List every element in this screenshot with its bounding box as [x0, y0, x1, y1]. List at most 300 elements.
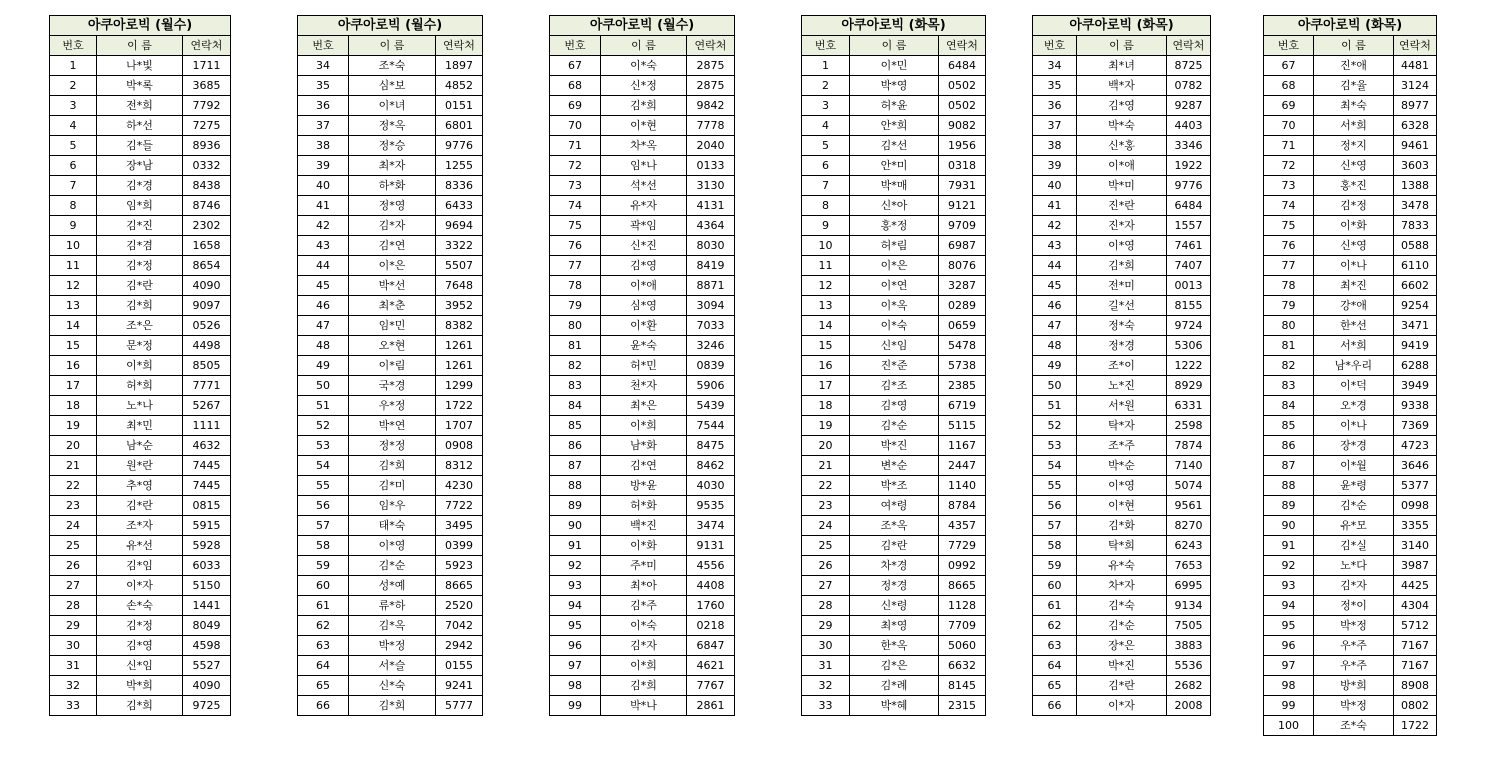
cell-number: 8: [802, 196, 850, 216]
cell-contact: 2875: [687, 76, 735, 96]
cell-number: 17: [50, 376, 97, 396]
table-row: [50, 516, 231, 536]
cell-number: 18: [50, 396, 97, 416]
cell-contact: 3124: [1394, 76, 1437, 96]
cell-name: 허*희: [97, 376, 183, 396]
table-row: [802, 436, 986, 456]
table-row: [50, 636, 231, 656]
cell-contact: 4621: [687, 656, 735, 676]
table-row: [1264, 556, 1437, 576]
cell-name: 신*임: [850, 336, 939, 356]
cell-number: 58: [1033, 536, 1077, 556]
table-row: [550, 336, 735, 356]
cell-name: 백*자: [1077, 76, 1167, 96]
cell-name: 안*미: [850, 156, 939, 176]
table-row: [298, 176, 483, 196]
cell-contact: 8908: [1394, 676, 1437, 696]
table-row: [50, 536, 231, 556]
table-row: [550, 496, 735, 516]
cell-name: 최*영: [850, 616, 939, 636]
table-row: [550, 296, 735, 316]
cell-name: 박*연: [349, 416, 436, 436]
cell-number: 61: [1033, 596, 1077, 616]
table-row: [1033, 436, 1211, 456]
cell-contact: 3355: [1394, 516, 1437, 536]
table-row: [802, 376, 986, 396]
cell-number: 30: [50, 636, 97, 656]
cell-name: 김*자: [601, 636, 687, 656]
cell-contact: 8475: [687, 436, 735, 456]
cell-contact: 7167: [1394, 656, 1437, 676]
table-title: 아쿠아로빅 (화목): [1033, 16, 1211, 36]
cell-contact: 3646: [1394, 456, 1437, 476]
cell-name: 서*원: [1077, 396, 1167, 416]
table-row: [1264, 356, 1437, 376]
cell-number: 43: [1033, 236, 1077, 256]
table-row: [550, 236, 735, 256]
cell-contact: 0992: [939, 556, 986, 576]
cell-name: 김*연: [349, 236, 436, 256]
table-row: [298, 156, 483, 176]
cell-number: 84: [550, 396, 601, 416]
cell-name: 박*선: [349, 276, 436, 296]
table-row: [50, 596, 231, 616]
table-row: [1264, 436, 1437, 456]
cell-number: 64: [1033, 656, 1077, 676]
cell-number: 98: [550, 676, 601, 696]
cell-contact: 8076: [939, 256, 986, 276]
cell-number: 43: [298, 236, 349, 256]
cell-number: 48: [1033, 336, 1077, 356]
cell-contact: 7653: [1167, 556, 1211, 576]
table-row: [1264, 616, 1437, 636]
table-row: [298, 56, 483, 76]
table-row: [1033, 96, 1211, 116]
cell-contact: 0782: [1167, 76, 1211, 96]
cell-name: 김*정: [1314, 196, 1394, 216]
table-row: [50, 276, 231, 296]
table-row: [1033, 296, 1211, 316]
cell-contact: 8746: [183, 196, 231, 216]
table-row: [50, 176, 231, 196]
cell-contact: 9776: [436, 136, 483, 156]
cell-number: 36: [1033, 96, 1077, 116]
cell-contact: 4131: [687, 196, 735, 216]
cell-name: 석*선: [601, 176, 687, 196]
cell-number: 38: [1033, 136, 1077, 156]
cell-number: 68: [550, 76, 601, 96]
cell-name: 오*경: [1314, 396, 1394, 416]
cell-name: 김*란: [97, 276, 183, 296]
cell-name: 최*진: [1314, 276, 1394, 296]
cell-number: 10: [50, 236, 97, 256]
cell-contact: 5712: [1394, 616, 1437, 636]
cell-contact: 4357: [939, 516, 986, 536]
cell-name: 박*정: [1314, 696, 1394, 716]
cell-contact: 6033: [183, 556, 231, 576]
table-row: [1264, 676, 1437, 696]
cell-name: 김*정: [97, 256, 183, 276]
cell-name: 신*홍: [1077, 136, 1167, 156]
cell-number: 28: [50, 596, 97, 616]
cell-contact: 7792: [183, 96, 231, 116]
cell-number: 24: [50, 516, 97, 536]
cell-contact: 9694: [436, 216, 483, 236]
cell-contact: 8665: [436, 576, 483, 596]
cell-number: 36: [298, 96, 349, 116]
cell-contact: 9561: [1167, 496, 1211, 516]
cell-number: 87: [1264, 456, 1314, 476]
cell-number: 4: [802, 116, 850, 136]
table-row: [1264, 56, 1437, 76]
table-row: [50, 136, 231, 156]
table-row: [802, 136, 986, 156]
header-number: 번호: [298, 36, 349, 56]
table-row: [550, 456, 735, 476]
cell-name: 이*민: [850, 56, 939, 76]
cell-number: 65: [298, 676, 349, 696]
cell-name: 박*영: [850, 76, 939, 96]
cell-number: 35: [298, 76, 349, 96]
cell-number: 47: [1033, 316, 1077, 336]
table-row: [550, 216, 735, 236]
cell-name: 박*정: [349, 636, 436, 656]
cell-number: 57: [298, 516, 349, 536]
cell-number: 30: [802, 636, 850, 656]
table-title: 아쿠아로빅 (화목): [802, 16, 986, 36]
cell-contact: 1222: [1167, 356, 1211, 376]
header-contact: 연락처: [1167, 36, 1211, 56]
cell-number: 32: [802, 676, 850, 696]
cell-number: 89: [550, 496, 601, 516]
header-number: 번호: [1264, 36, 1314, 56]
cell-contact: 7140: [1167, 456, 1211, 476]
table-row: [550, 556, 735, 576]
cell-number: 37: [1033, 116, 1077, 136]
cell-name: 이*화: [1314, 216, 1394, 236]
cell-number: 96: [1264, 636, 1314, 656]
cell-contact: 0218: [687, 616, 735, 636]
cell-number: 81: [550, 336, 601, 356]
cell-number: 16: [802, 356, 850, 376]
cell-name: 김*조: [850, 376, 939, 396]
cell-contact: 8145: [939, 676, 986, 696]
cell-number: 92: [1264, 556, 1314, 576]
cell-name: 박*진: [850, 436, 939, 456]
table-row: [50, 156, 231, 176]
table-row: [1033, 136, 1211, 156]
cell-number: 56: [298, 496, 349, 516]
cell-name: 신*영: [1314, 156, 1394, 176]
header-number: 번호: [550, 36, 601, 56]
cell-contact: 6328: [1394, 116, 1437, 136]
cell-contact: 8382: [436, 316, 483, 336]
cell-contact: 5915: [183, 516, 231, 536]
cell-contact: 4425: [1394, 576, 1437, 596]
cell-contact: 0133: [687, 156, 735, 176]
cell-contact: 5377: [1394, 476, 1437, 496]
cell-number: 86: [1264, 436, 1314, 456]
table-row: [1264, 96, 1437, 116]
cell-contact: 1557: [1167, 216, 1211, 236]
table-row: [298, 696, 483, 716]
cell-contact: 5536: [1167, 656, 1211, 676]
cell-number: 5: [50, 136, 97, 156]
cell-number: 90: [550, 516, 601, 536]
cell-name: 김*희: [97, 296, 183, 316]
cell-number: 27: [50, 576, 97, 596]
cell-name: 이*현: [601, 116, 687, 136]
cell-name: 김*영: [1077, 96, 1167, 116]
cell-name: 이*환: [601, 316, 687, 336]
cell-contact: 4632: [183, 436, 231, 456]
cell-number: 37: [298, 116, 349, 136]
cell-contact: 5306: [1167, 336, 1211, 356]
cell-name: 백*진: [601, 516, 687, 536]
cell-number: 38: [298, 136, 349, 156]
table-row: [50, 96, 231, 116]
cell-number: 51: [298, 396, 349, 416]
cell-contact: 2682: [1167, 676, 1211, 696]
cell-number: 2: [802, 76, 850, 96]
cell-number: 74: [1264, 196, 1314, 216]
cell-contact: 7729: [939, 536, 986, 556]
cell-contact: 3474: [687, 516, 735, 536]
cell-name: 이*희: [601, 656, 687, 676]
cell-contact: 6632: [939, 656, 986, 676]
cell-number: 59: [298, 556, 349, 576]
cell-contact: 2302: [183, 216, 231, 236]
cell-contact: 1261: [436, 356, 483, 376]
table-row: [1264, 476, 1437, 496]
table-row: [550, 636, 735, 656]
cell-name: 김*란: [97, 496, 183, 516]
cell-number: 59: [1033, 556, 1077, 576]
cell-name: 한*옥: [850, 636, 939, 656]
cell-name: 노*나: [97, 396, 183, 416]
cell-number: 93: [550, 576, 601, 596]
cell-name: 최*녀: [1077, 56, 1167, 76]
cell-name: 최*아: [601, 576, 687, 596]
cell-name: 김*실: [1314, 536, 1394, 556]
cell-name: 김*순: [1314, 496, 1394, 516]
cell-name: 이*덕: [1314, 376, 1394, 396]
cell-number: 6: [50, 156, 97, 176]
table-row: [550, 596, 735, 616]
table-row: [298, 596, 483, 616]
cell-number: 73: [550, 176, 601, 196]
cell-number: 96: [550, 636, 601, 656]
cell-contact: 1897: [436, 56, 483, 76]
cell-name: 김*순: [349, 556, 436, 576]
cell-contact: 6719: [939, 396, 986, 416]
table-row: [50, 376, 231, 396]
cell-number: 15: [50, 336, 97, 356]
cell-contact: 9241: [436, 676, 483, 696]
cell-contact: 2861: [687, 696, 735, 716]
cell-contact: 8336: [436, 176, 483, 196]
cell-number: 35: [1033, 76, 1077, 96]
cell-contact: 9724: [1167, 316, 1211, 336]
cell-number: 47: [298, 316, 349, 336]
cell-contact: 8049: [183, 616, 231, 636]
table-row: [298, 136, 483, 156]
table-row: [1264, 716, 1437, 736]
cell-number: 11: [50, 256, 97, 276]
table-row: [1033, 316, 1211, 336]
table-row: [298, 656, 483, 676]
cell-name: 전*희: [97, 96, 183, 116]
table-title-row: [1264, 16, 1437, 36]
cell-name: 이*연: [850, 276, 939, 296]
cell-name: 차*옥: [601, 136, 687, 156]
table-row: [1264, 236, 1437, 256]
cell-name: 신*진: [601, 236, 687, 256]
cell-number: 94: [550, 596, 601, 616]
cell-contact: 4364: [687, 216, 735, 236]
cell-name: 윤*숙: [601, 336, 687, 356]
cell-contact: 8419: [687, 256, 735, 276]
cell-contact: 5074: [1167, 476, 1211, 496]
cell-number: 45: [298, 276, 349, 296]
cell-number: 1: [50, 56, 97, 76]
cell-name: 남*화: [601, 436, 687, 456]
cell-contact: 4723: [1394, 436, 1437, 456]
cell-number: 18: [802, 396, 850, 416]
table-row: [550, 536, 735, 556]
table-row: [1264, 396, 1437, 416]
table-row: [1033, 476, 1211, 496]
cell-contact: 8977: [1394, 96, 1437, 116]
table-row: [50, 356, 231, 376]
table-row: [1033, 696, 1211, 716]
table-row: [298, 476, 483, 496]
cell-name: 정*이: [1314, 596, 1394, 616]
cell-name: 박*진: [1077, 656, 1167, 676]
cell-number: 21: [802, 456, 850, 476]
cell-number: 77: [1264, 256, 1314, 276]
cell-name: 김*임: [97, 556, 183, 576]
cell-name: 김*겸: [97, 236, 183, 256]
cell-contact: 5439: [687, 396, 735, 416]
cell-name: 우*주: [1314, 656, 1394, 676]
cell-name: 김*란: [1077, 676, 1167, 696]
cell-name: 이*영: [1077, 476, 1167, 496]
cell-name: 성*예: [349, 576, 436, 596]
cell-name: 신*숙: [349, 676, 436, 696]
table-row: [50, 256, 231, 276]
cell-contact: 4030: [687, 476, 735, 496]
cell-contact: 3495: [436, 516, 483, 536]
cell-name: 이*화: [601, 536, 687, 556]
cell-name: 유*숙: [1077, 556, 1167, 576]
table-row: [298, 556, 483, 576]
table-row: [802, 696, 986, 716]
cell-name: 심*영: [601, 296, 687, 316]
cell-contact: 9842: [687, 96, 735, 116]
cell-number: 21: [50, 456, 97, 476]
table-row: [1033, 556, 1211, 576]
cell-name: 김*옥: [349, 616, 436, 636]
table-row: [802, 296, 986, 316]
table-row: [50, 496, 231, 516]
cell-number: 49: [1033, 356, 1077, 376]
table-title: 아쿠아로빅 (월수): [298, 16, 483, 36]
cell-name: 진*란: [1077, 196, 1167, 216]
cell-number: 79: [1264, 296, 1314, 316]
cell-number: 66: [1033, 696, 1077, 716]
cell-contact: 6288: [1394, 356, 1437, 376]
cell-name: 김*자: [1314, 576, 1394, 596]
cell-number: 80: [550, 316, 601, 336]
cell-contact: 1956: [939, 136, 986, 156]
table-row: [1033, 196, 1211, 216]
cell-number: 11: [802, 256, 850, 276]
cell-contact: 0588: [1394, 236, 1437, 256]
cell-name: 조*자: [97, 516, 183, 536]
cell-contact: 9338: [1394, 396, 1437, 416]
roster-table-2: [297, 15, 483, 716]
table-row: [550, 616, 735, 636]
table-header-row: [50, 36, 231, 56]
table-row: [1033, 596, 1211, 616]
cell-name: 장*남: [97, 156, 183, 176]
cell-number: 54: [298, 456, 349, 476]
cell-contact: 4408: [687, 576, 735, 596]
cell-contact: 8929: [1167, 376, 1211, 396]
cell-number: 4: [50, 116, 97, 136]
cell-contact: 3603: [1394, 156, 1437, 176]
table-row: [550, 416, 735, 436]
table-row: [802, 336, 986, 356]
table-row: [298, 236, 483, 256]
table-row: [1033, 116, 1211, 136]
cell-contact: 4230: [436, 476, 483, 496]
cell-contact: 5928: [183, 536, 231, 556]
header-name: 이 름: [1077, 36, 1167, 56]
table-row: [1264, 536, 1437, 556]
cell-name: 임*우: [349, 496, 436, 516]
table-row: [1033, 156, 1211, 176]
cell-number: 51: [1033, 396, 1077, 416]
cell-contact: 9535: [687, 496, 735, 516]
cell-contact: 1722: [436, 396, 483, 416]
cell-contact: 9254: [1394, 296, 1437, 316]
cell-number: 31: [50, 656, 97, 676]
cell-contact: 8871: [687, 276, 735, 296]
cell-contact: 9097: [183, 296, 231, 316]
cell-number: 67: [1264, 56, 1314, 76]
cell-number: 12: [802, 276, 850, 296]
cell-number: 16: [50, 356, 97, 376]
cell-name: 유*모: [1314, 516, 1394, 536]
cell-number: 81: [1264, 336, 1314, 356]
cell-name: 박*정: [1314, 616, 1394, 636]
table-title: 아쿠아로빅 (월수): [50, 16, 231, 36]
cell-contact: 7722: [436, 496, 483, 516]
cell-number: 74: [550, 196, 601, 216]
cell-name: 신*아: [850, 196, 939, 216]
cell-name: 원*란: [97, 456, 183, 476]
table-row: [802, 676, 986, 696]
cell-name: 이*희: [601, 416, 687, 436]
cell-name: 박*록: [97, 76, 183, 96]
cell-contact: 7033: [687, 316, 735, 336]
cell-name: 정*정: [349, 436, 436, 456]
cell-number: 77: [550, 256, 601, 276]
table-row: [802, 76, 986, 96]
cell-contact: 7275: [183, 116, 231, 136]
